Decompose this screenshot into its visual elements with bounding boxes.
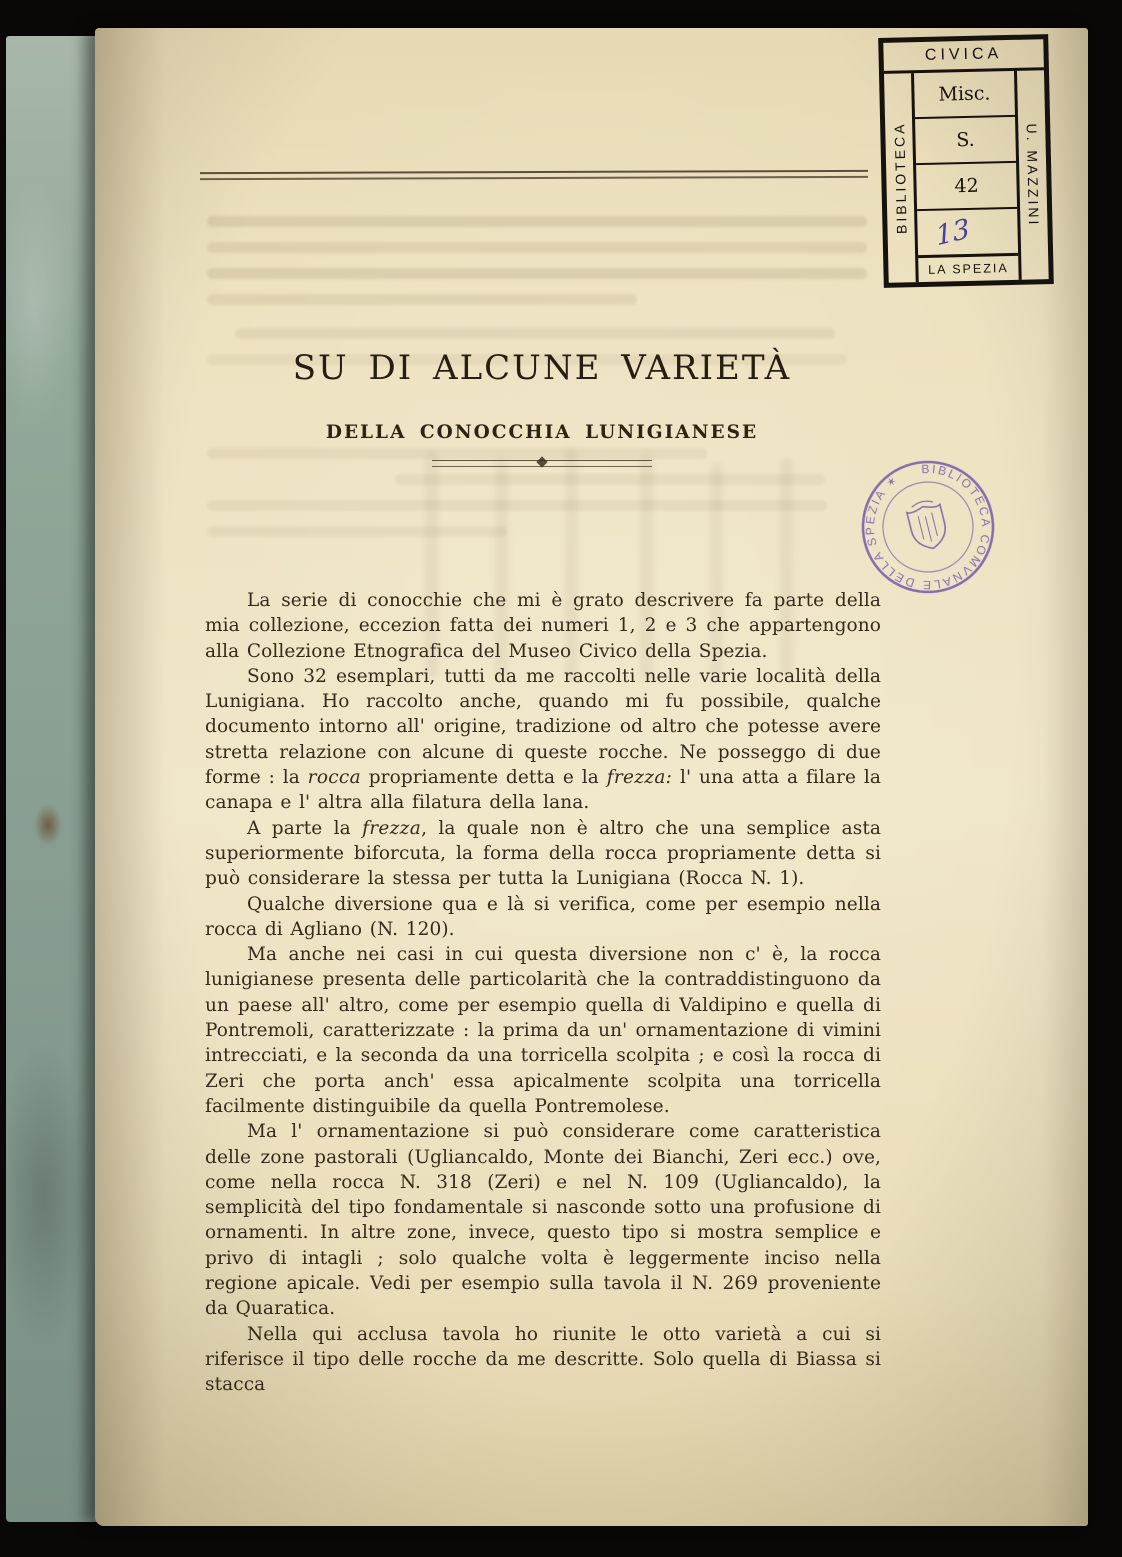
handwritten-number: 13 xyxy=(934,212,972,252)
stamp-body xyxy=(884,70,1049,283)
paragraph: Nella qui acclusa tavola ho riunite le otto varietà a cui si riferisce il tipo delle rocche da me descritte. Solo quella di Biassa si stacca xyxy=(205,1323,881,1396)
paragraph: La serie di conocchie che mi è grato descrivere fa parte della mia collezione, eccezion fatta dei numeri 1, 2 e 3 che appartengono alla Collezione Etnografica del Museo Civico della Spezia. xyxy=(205,590,881,662)
paragraph: Ma anche nei casi in cui questa diversione non c' è, la rocca lunigianese presenta delle particolarità che la contraddistinguono da un paese all' altro, come per esempio quella di Valdipino e quella di Pontremoli, caratterizzate : la prima da un' ornamentazione di vimini intrecciati, e la seconda da una torricella scolpita ; e così la rocca di Zeri che porta anch' essa apicalmente scolpita una torricella facilmente distinguibile da quella Pontremolese. xyxy=(205,944,881,1117)
paragraph: Ma l' ornamentazione si può considerare come caratteristica delle zone pastorali (Ugliancaldo, Monte dei Bianchi, Zeri ecc.) ove, come nella rocca N. 318 (Zeri) e nel N. 109 (Ugliancaldo), la semplicità del tipo fondamentale si nasconde sotto una profusione di ornamenti. In altre zone, invece, questo tipo si mostra semplice e privo di intagli ; solo qualche volta è leggermente inciso nella regione apicale. Vedi per esempio sulla tavola il N. 269 proveniente da Quaratica. xyxy=(205,1121,881,1320)
bleedthrough-line xyxy=(207,216,867,227)
round-stamp-text: BIBLIOTECA COMVNALE DELLA SPEZIA ✶ xyxy=(862,461,994,593)
header-double-rule xyxy=(200,170,868,180)
paragraph: A parte la frezza, la quale non è altro che una semplice asta superiormente biforcuta, la forma della rocca propriamente detta si può considerare la stessa per tutta la Lunigiana (Rocca N. 1). xyxy=(205,817,881,890)
bleedthrough-line xyxy=(207,268,867,279)
stamp-label-civica: CIVICA xyxy=(883,39,1044,74)
page-subtitle: DELLA CONOCCHIA LUNIGIANESE xyxy=(325,422,759,443)
stamp-fields xyxy=(914,71,1019,282)
bleedthrough-line xyxy=(207,294,637,305)
stamp-label-la-spezia: LA SPEZIA xyxy=(918,253,1019,282)
subtitle-rule xyxy=(432,460,652,467)
book-cover-strip xyxy=(6,36,100,1522)
paragraph: Sono 32 esemplari, tutti da me raccolti nelle varie località della Lunigiana. Ho raccolto anche, quando mi fu possibile, qualche documento intorno all' origine, tradizione od altro che potesse avere stretta relazione con alcune di queste rocche. Ne posseggo di due forme : la rocca propriamente detta e la frezza: l' una atta a filare la canapa e l' altra alla filatura della lana. xyxy=(205,665,881,814)
stamp-field-misc: Misc. xyxy=(914,71,1015,119)
body-text xyxy=(205,588,881,1398)
bleedthrough-line xyxy=(395,474,825,485)
library-stamp xyxy=(878,34,1054,288)
paragraph: Qualche diversione qua e là si verifica, come per esempio nella rocca di Agliano (N. 120). xyxy=(205,893,881,940)
stamp-side-biblioteca xyxy=(884,73,919,283)
bleedthrough-line xyxy=(207,242,867,253)
stamp-field-s: S. xyxy=(915,117,1016,165)
bleedthrough-line xyxy=(207,500,827,511)
page-title: SU DI ALCUNE VARIETÀ xyxy=(292,348,792,388)
document-page xyxy=(95,28,1088,1526)
stamp-field-42: 42 xyxy=(916,163,1017,211)
stamp-label-mazzini: U. MAZZINI xyxy=(1023,122,1043,228)
stamp-emblem xyxy=(905,498,950,553)
bleedthrough-line xyxy=(207,448,707,459)
bleedthrough-line xyxy=(207,526,507,537)
stamp-field-handwritten xyxy=(917,209,1018,255)
bleedthrough-line xyxy=(235,328,835,339)
paper-stain xyxy=(34,804,62,846)
stamp-side-mazzini xyxy=(1014,70,1049,280)
stamp-label-biblioteca: BIBLIOTECA xyxy=(890,121,910,235)
